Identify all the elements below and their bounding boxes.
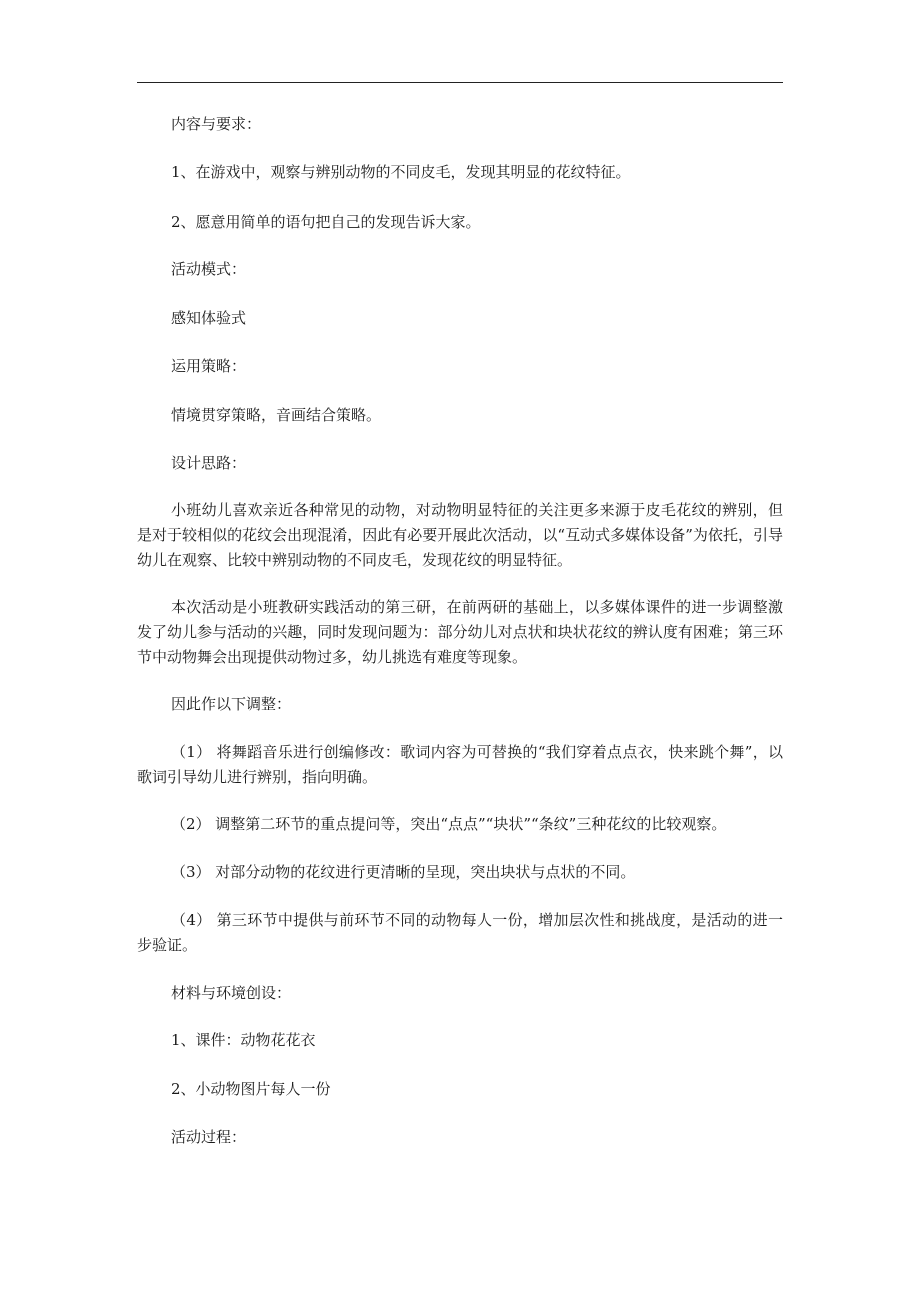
material-item-1: 1、课件：动物花花衣 xyxy=(171,1031,316,1049)
adjustment-item-2: （2） 调整第二环节的重点提问等，突出“点点”“块状”“条纹”三种花纹的比较观察。 xyxy=(171,815,727,833)
header-rule xyxy=(137,82,783,83)
adjustment-item-4: （4） 第三环节中提供与前环节不同的动物每人一份，增加层次性和挑战度，是活动的进一步验证。 xyxy=(137,911,783,954)
heading-adjustments: 因此作以下调整： xyxy=(171,695,292,713)
activity-background-paragraph: 本次活动是小班教研实践活动的第三研，在前两研的基础上，以多媒体课件的进一步调整激发了幼儿参与活动的兴趣，同时发现问题为：部分幼儿对点状和块状花纹的辨认度有困难；第三环节中动物舞会出现提供动物过多，幼儿挑选有难度等现象。 xyxy=(137,598,783,666)
requirement-item-2: 2、愿意用简单的语句把自己的发现告诉大家。 xyxy=(171,213,481,231)
activity-mode-text: 感知体验式 xyxy=(171,309,247,327)
heading-content-requirements: 内容与要求： xyxy=(171,115,262,133)
adjustment-item-3: （3） 对部分动物的花纹进行更清晰的呈现，突出块状与点状的不同。 xyxy=(171,863,636,881)
design-idea-paragraph: 小班幼儿喜欢亲近各种常见的动物，对动物明显特征的关注更多来源于皮毛花纹的辨别，但是对于较相似的花纹会出现混淆，因此有必要开展此次活动，以“互动式多媒体设备”为依托，引导幼儿在观察、比较中辨别动物的不同皮毛，发现花纹的明显特征。 xyxy=(137,501,783,569)
heading-strategy: 运用策略： xyxy=(171,357,247,375)
adjustment-item-1: （1） 将舞蹈音乐进行创编修改：歌词内容为可替换的“我们穿着点点衣，快来跳个舞”，以歌词引导幼儿进行辨别，指向明确。 xyxy=(137,743,783,786)
requirement-item-1: 1、在游戏中，观察与辨别动物的不同皮毛，发现其明显的花纹特征。 xyxy=(171,163,631,181)
heading-activity-mode: 活动模式： xyxy=(171,260,247,278)
heading-activity-process: 活动过程： xyxy=(171,1128,247,1146)
heading-materials: 材料与环境创设： xyxy=(171,984,292,1002)
material-item-2: 2、小动物图片每人一份 xyxy=(171,1080,331,1098)
heading-design-idea: 设计思路： xyxy=(171,454,247,472)
strategy-text: 情境贯穿策略，音画结合策略。 xyxy=(171,406,382,424)
